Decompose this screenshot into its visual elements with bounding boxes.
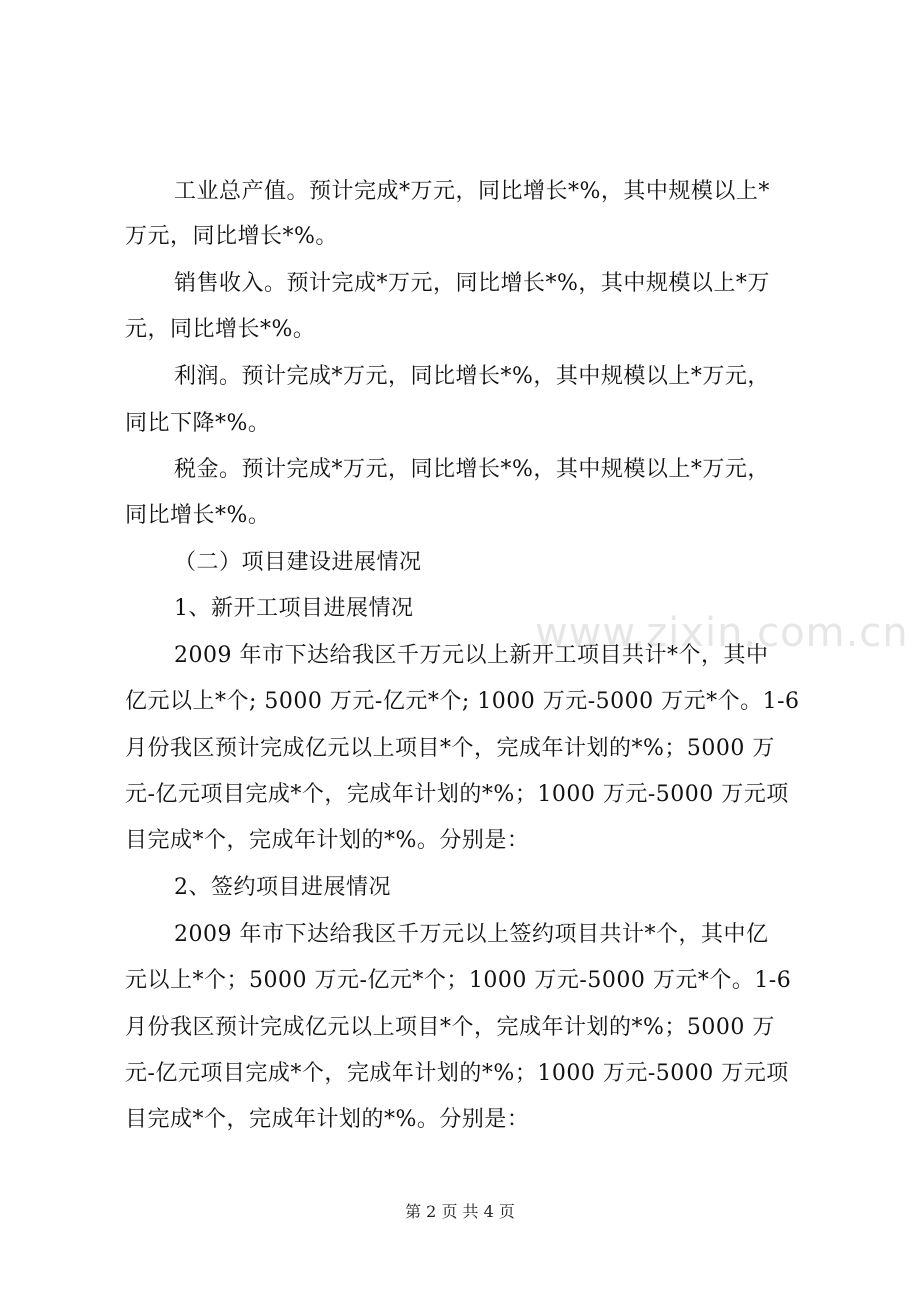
subsection-heading: 1、新开工项目进展情况 <box>174 596 414 621</box>
paragraph-line: 工业总产值。预计完成*万元，同比增长*%，其中规模以上* <box>174 179 770 204</box>
paragraph-line: 2009 年市下达给我区千万元以上新开工项目共计*个，其中 <box>174 643 769 668</box>
paragraph-line: 同比下降*%。 <box>125 411 271 436</box>
paragraph-line: 月份我区预计完成亿元以上项目*个，完成年计划的*%；5000 万 <box>125 736 775 761</box>
paragraph-line: 目完成*个，完成年计划的*%。分别是： <box>125 1107 530 1132</box>
paragraph-line: 元-亿元项目完成*个，完成年计划的*%；1000 万元-5000 万元项 <box>125 782 789 807</box>
paragraph-line: 销售收入。预计完成*万元，同比增长*%，其中规模以上*万 <box>174 271 770 296</box>
paragraph-line: 同比增长*%。 <box>125 503 271 528</box>
paragraph-line: 万元，同比增长*%。 <box>125 224 338 249</box>
subsection-heading: 2、签约项目进展情况 <box>174 875 391 900</box>
paragraph-line: 月份我区预计完成亿元以上项目*个，完成年计划的*%；5000 万 <box>125 1015 775 1040</box>
watermark: www.zixin.com.cn <box>535 610 909 656</box>
paragraph-line: 2009 年市下达给我区千万元以上签约项目共计*个，其中亿 <box>174 922 769 947</box>
section-heading: （二）项目建设进展情况 <box>174 550 422 575</box>
paragraph-line: 亿元以上*个; 5000 万元-亿元*个; 1000 万元-5000 万元*个。1-6 <box>125 689 800 714</box>
paragraph-line: 目完成*个，完成年计划的*%。分别是： <box>125 828 530 853</box>
paragraph-line: 元以上*个；5000 万元-亿元*个；1000 万元-5000 万元*个。1-6 <box>125 968 792 993</box>
paragraph-line: 利润。预计完成*万元，同比增长*%，其中规模以上*万元， <box>174 364 770 389</box>
page-footer: 第 2 页 共 4 页 <box>405 1202 515 1221</box>
paragraph-line: 元，同比增长*%。 <box>125 317 316 342</box>
paragraph-line: 元-亿元项目完成*个，完成年计划的*%；1000 万元-5000 万元项 <box>125 1061 789 1086</box>
paragraph-line: 税金。预计完成*万元，同比增长*%，其中规模以上*万元， <box>174 457 770 482</box>
